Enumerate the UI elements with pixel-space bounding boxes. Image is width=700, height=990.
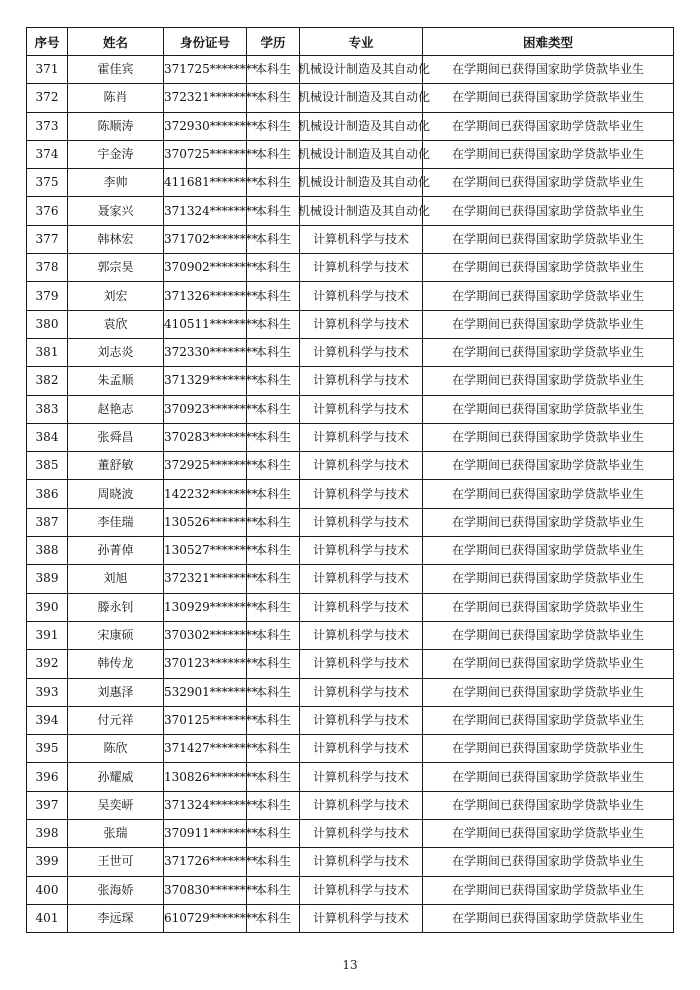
name-cell: 陈欣 (68, 735, 164, 763)
id-number-cell: 370725******** (164, 140, 247, 168)
table-row (27, 197, 674, 225)
name-cell: 董舒敏 (68, 452, 164, 480)
name-cell: 吴奕岍 (68, 791, 164, 819)
difficulty-type-cell: 在学期间已获得国家助学贷款毕业生 (423, 848, 674, 876)
index-cell: 398 (27, 820, 68, 848)
table-row (27, 848, 674, 876)
table-row (27, 480, 674, 508)
graduate-roster-table (26, 27, 674, 933)
name-cell: 付元祥 (68, 706, 164, 734)
table-row (27, 820, 674, 848)
index-cell: 401 (27, 904, 68, 932)
education-cell: 本科生 (247, 423, 300, 451)
name-cell: 张舜昌 (68, 423, 164, 451)
table-row (27, 310, 674, 338)
index-cell: 389 (27, 565, 68, 593)
table-row (27, 763, 674, 791)
name-cell: 郭宗昊 (68, 254, 164, 282)
education-cell: 本科生 (247, 254, 300, 282)
index-cell: 378 (27, 254, 68, 282)
index-cell: 399 (27, 848, 68, 876)
difficulty-type-cell: 在学期间已获得国家助学贷款毕业生 (423, 678, 674, 706)
difficulty-type-cell: 在学期间已获得国家助学贷款毕业生 (423, 423, 674, 451)
table-row (27, 169, 674, 197)
index-cell: 380 (27, 310, 68, 338)
name-cell: 朱孟顺 (68, 367, 164, 395)
difficulty-type-cell: 在学期间已获得国家助学贷款毕业生 (423, 367, 674, 395)
id-number-cell: 371326******** (164, 282, 247, 310)
major-cell: 计算机科学与技术 (300, 593, 423, 621)
name-cell: 张海娇 (68, 876, 164, 904)
index-cell: 375 (27, 169, 68, 197)
header-name: 姓名 (68, 28, 164, 56)
table-row (27, 84, 674, 112)
education-cell: 本科生 (247, 395, 300, 423)
education-cell: 本科生 (247, 820, 300, 848)
education-cell: 本科生 (247, 537, 300, 565)
major-cell: 计算机科学与技术 (300, 423, 423, 451)
difficulty-type-cell: 在学期间已获得国家助学贷款毕业生 (423, 395, 674, 423)
index-cell: 390 (27, 593, 68, 621)
index-cell: 377 (27, 225, 68, 253)
difficulty-type-cell: 在学期间已获得国家助学贷款毕业生 (423, 537, 674, 565)
id-number-cell: 371324******** (164, 197, 247, 225)
index-cell: 376 (27, 197, 68, 225)
major-cell: 机械设计制造及其自动化 (300, 169, 423, 197)
difficulty-type-cell: 在学期间已获得国家助学贷款毕业生 (423, 904, 674, 932)
header-education: 学历 (247, 28, 300, 56)
index-cell: 372 (27, 84, 68, 112)
table-row (27, 791, 674, 819)
page-number: 13 (342, 958, 358, 972)
name-cell: 刘志炎 (68, 338, 164, 366)
difficulty-type-cell: 在学期间已获得国家助学贷款毕业生 (423, 112, 674, 140)
difficulty-type-cell: 在学期间已获得国家助学贷款毕业生 (423, 338, 674, 366)
id-number-cell: 370911******** (164, 820, 247, 848)
education-cell: 本科生 (247, 197, 300, 225)
index-cell: 392 (27, 650, 68, 678)
table-body (27, 56, 674, 933)
index-cell: 393 (27, 678, 68, 706)
education-cell: 本科生 (247, 508, 300, 536)
index-cell: 383 (27, 395, 68, 423)
id-number-cell: 130826******** (164, 763, 247, 791)
id-number-cell: 371726******** (164, 848, 247, 876)
major-cell: 机械设计制造及其自动化 (300, 197, 423, 225)
index-cell: 371 (27, 56, 68, 84)
education-cell: 本科生 (247, 225, 300, 253)
name-cell: 李帅 (68, 169, 164, 197)
name-cell: 韩传龙 (68, 650, 164, 678)
id-number-cell: 370123******** (164, 650, 247, 678)
index-cell: 394 (27, 706, 68, 734)
education-cell: 本科生 (247, 56, 300, 84)
index-cell: 395 (27, 735, 68, 763)
name-cell: 袁欣 (68, 310, 164, 338)
education-cell: 本科生 (247, 452, 300, 480)
difficulty-type-cell: 在学期间已获得国家助学贷款毕业生 (423, 169, 674, 197)
education-cell: 本科生 (247, 310, 300, 338)
difficulty-type-cell: 在学期间已获得国家助学贷款毕业生 (423, 56, 674, 84)
header-major: 专业 (300, 28, 423, 56)
header-row (27, 28, 674, 56)
difficulty-type-cell: 在学期间已获得国家助学贷款毕业生 (423, 791, 674, 819)
header-index: 序号 (27, 28, 68, 56)
name-cell: 孙耀威 (68, 763, 164, 791)
difficulty-type-cell: 在学期间已获得国家助学贷款毕业生 (423, 282, 674, 310)
education-cell: 本科生 (247, 140, 300, 168)
education-cell: 本科生 (247, 904, 300, 932)
major-cell: 计算机科学与技术 (300, 876, 423, 904)
major-cell: 计算机科学与技术 (300, 763, 423, 791)
name-cell: 孙菁倬 (68, 537, 164, 565)
name-cell: 聂家兴 (68, 197, 164, 225)
major-cell: 计算机科学与技术 (300, 452, 423, 480)
table-row (27, 395, 674, 423)
major-cell: 计算机科学与技术 (300, 310, 423, 338)
table-row (27, 282, 674, 310)
id-number-cell: 410511******** (164, 310, 247, 338)
index-cell: 382 (27, 367, 68, 395)
table-row (27, 876, 674, 904)
table-row (27, 367, 674, 395)
id-number-cell: 130526******** (164, 508, 247, 536)
name-cell: 李远琛 (68, 904, 164, 932)
id-number-cell: 372925******** (164, 452, 247, 480)
difficulty-type-cell: 在学期间已获得国家助学贷款毕业生 (423, 876, 674, 904)
table-row (27, 650, 674, 678)
name-cell: 周晓波 (68, 480, 164, 508)
difficulty-type-cell: 在学期间已获得国家助学贷款毕业生 (423, 565, 674, 593)
name-cell: 王世可 (68, 848, 164, 876)
major-cell: 机械设计制造及其自动化 (300, 140, 423, 168)
major-cell: 计算机科学与技术 (300, 791, 423, 819)
difficulty-type-cell: 在学期间已获得国家助学贷款毕业生 (423, 84, 674, 112)
index-cell: 385 (27, 452, 68, 480)
difficulty-type-cell: 在学期间已获得国家助学贷款毕业生 (423, 763, 674, 791)
id-number-cell: 142232******** (164, 480, 247, 508)
difficulty-type-cell: 在学期间已获得国家助学贷款毕业生 (423, 480, 674, 508)
name-cell: 滕永钊 (68, 593, 164, 621)
index-cell: 374 (27, 140, 68, 168)
index-cell: 381 (27, 338, 68, 366)
education-cell: 本科生 (247, 763, 300, 791)
major-cell: 计算机科学与技术 (300, 621, 423, 649)
table-row (27, 56, 674, 84)
education-cell: 本科生 (247, 367, 300, 395)
id-number-cell: 370902******** (164, 254, 247, 282)
major-cell: 计算机科学与技术 (300, 282, 423, 310)
table-row (27, 904, 674, 932)
name-cell: 刘惠泽 (68, 678, 164, 706)
major-cell: 计算机科学与技术 (300, 848, 423, 876)
education-cell: 本科生 (247, 593, 300, 621)
index-cell: 388 (27, 537, 68, 565)
name-cell: 刘旭 (68, 565, 164, 593)
difficulty-type-cell: 在学期间已获得国家助学贷款毕业生 (423, 650, 674, 678)
table-row (27, 678, 674, 706)
table-row (27, 537, 674, 565)
education-cell: 本科生 (247, 169, 300, 197)
name-cell: 刘宏 (68, 282, 164, 310)
major-cell: 计算机科学与技术 (300, 508, 423, 536)
major-cell: 计算机科学与技术 (300, 254, 423, 282)
major-cell: 计算机科学与技术 (300, 537, 423, 565)
education-cell: 本科生 (247, 338, 300, 366)
major-cell: 机械设计制造及其自动化 (300, 84, 423, 112)
id-number-cell: 370923******** (164, 395, 247, 423)
id-number-cell: 371427******** (164, 735, 247, 763)
difficulty-type-cell: 在学期间已获得国家助学贷款毕业生 (423, 593, 674, 621)
education-cell: 本科生 (247, 480, 300, 508)
header-id-number: 身份证号 (164, 28, 247, 56)
id-number-cell: 372330******** (164, 338, 247, 366)
table-row (27, 423, 674, 451)
id-number-cell: 371702******** (164, 225, 247, 253)
name-cell: 韩林宏 (68, 225, 164, 253)
table-row (27, 338, 674, 366)
education-cell: 本科生 (247, 112, 300, 140)
table-row (27, 112, 674, 140)
education-cell: 本科生 (247, 84, 300, 112)
major-cell: 计算机科学与技术 (300, 367, 423, 395)
difficulty-type-cell: 在学期间已获得国家助学贷款毕业生 (423, 820, 674, 848)
education-cell: 本科生 (247, 848, 300, 876)
difficulty-type-cell: 在学期间已获得国家助学贷款毕业生 (423, 310, 674, 338)
name-cell: 宇金涛 (68, 140, 164, 168)
difficulty-type-cell: 在学期间已获得国家助学贷款毕业生 (423, 452, 674, 480)
index-cell: 379 (27, 282, 68, 310)
id-number-cell: 371329******** (164, 367, 247, 395)
table-row (27, 508, 674, 536)
table-row (27, 621, 674, 649)
education-cell: 本科生 (247, 650, 300, 678)
table-row (27, 735, 674, 763)
table-row (27, 452, 674, 480)
id-number-cell: 370283******** (164, 423, 247, 451)
id-number-cell: 610729******** (164, 904, 247, 932)
difficulty-type-cell: 在学期间已获得国家助学贷款毕业生 (423, 254, 674, 282)
major-cell: 机械设计制造及其自动化 (300, 112, 423, 140)
index-cell: 400 (27, 876, 68, 904)
table-row (27, 706, 674, 734)
major-cell: 计算机科学与技术 (300, 820, 423, 848)
table-row (27, 593, 674, 621)
id-number-cell: 371324******** (164, 791, 247, 819)
table-header (27, 28, 674, 56)
education-cell: 本科生 (247, 876, 300, 904)
education-cell: 本科生 (247, 565, 300, 593)
id-number-cell: 370830******** (164, 876, 247, 904)
name-cell: 陈肖 (68, 84, 164, 112)
table-row (27, 254, 674, 282)
index-cell: 387 (27, 508, 68, 536)
name-cell: 李佳瑞 (68, 508, 164, 536)
major-cell: 计算机科学与技术 (300, 565, 423, 593)
major-cell: 计算机科学与技术 (300, 678, 423, 706)
difficulty-type-cell: 在学期间已获得国家助学贷款毕业生 (423, 735, 674, 763)
index-cell: 384 (27, 423, 68, 451)
name-cell: 陈顺涛 (68, 112, 164, 140)
education-cell: 本科生 (247, 791, 300, 819)
id-number-cell: 130929******** (164, 593, 247, 621)
id-number-cell: 371725******** (164, 56, 247, 84)
table-row (27, 140, 674, 168)
id-number-cell: 372321******** (164, 84, 247, 112)
major-cell: 计算机科学与技术 (300, 225, 423, 253)
education-cell: 本科生 (247, 678, 300, 706)
difficulty-type-cell: 在学期间已获得国家助学贷款毕业生 (423, 706, 674, 734)
table-row (27, 565, 674, 593)
name-cell: 霍佳宾 (68, 56, 164, 84)
id-number-cell: 130527******** (164, 537, 247, 565)
id-number-cell: 370302******** (164, 621, 247, 649)
difficulty-type-cell: 在学期间已获得国家助学贷款毕业生 (423, 621, 674, 649)
id-number-cell: 372930******** (164, 112, 247, 140)
difficulty-type-cell: 在学期间已获得国家助学贷款毕业生 (423, 197, 674, 225)
name-cell: 宋康硕 (68, 621, 164, 649)
education-cell: 本科生 (247, 706, 300, 734)
index-cell: 391 (27, 621, 68, 649)
education-cell: 本科生 (247, 282, 300, 310)
id-number-cell: 411681******** (164, 169, 247, 197)
name-cell: 张瑞 (68, 820, 164, 848)
major-cell: 计算机科学与技术 (300, 480, 423, 508)
education-cell: 本科生 (247, 735, 300, 763)
difficulty-type-cell: 在学期间已获得国家助学贷款毕业生 (423, 225, 674, 253)
major-cell: 计算机科学与技术 (300, 650, 423, 678)
id-number-cell: 532901******** (164, 678, 247, 706)
id-number-cell: 372321******** (164, 565, 247, 593)
table-row (27, 225, 674, 253)
major-cell: 计算机科学与技术 (300, 338, 423, 366)
major-cell: 计算机科学与技术 (300, 735, 423, 763)
id-number-cell: 370125******** (164, 706, 247, 734)
header-difficulty-type: 困难类型 (423, 28, 674, 56)
major-cell: 计算机科学与技术 (300, 395, 423, 423)
difficulty-type-cell: 在学期间已获得国家助学贷款毕业生 (423, 508, 674, 536)
major-cell: 机械设计制造及其自动化 (300, 56, 423, 84)
index-cell: 386 (27, 480, 68, 508)
index-cell: 396 (27, 763, 68, 791)
index-cell: 397 (27, 791, 68, 819)
difficulty-type-cell: 在学期间已获得国家助学贷款毕业生 (423, 140, 674, 168)
major-cell: 计算机科学与技术 (300, 904, 423, 932)
education-cell: 本科生 (247, 621, 300, 649)
name-cell: 赵艳志 (68, 395, 164, 423)
index-cell: 373 (27, 112, 68, 140)
major-cell: 计算机科学与技术 (300, 706, 423, 734)
